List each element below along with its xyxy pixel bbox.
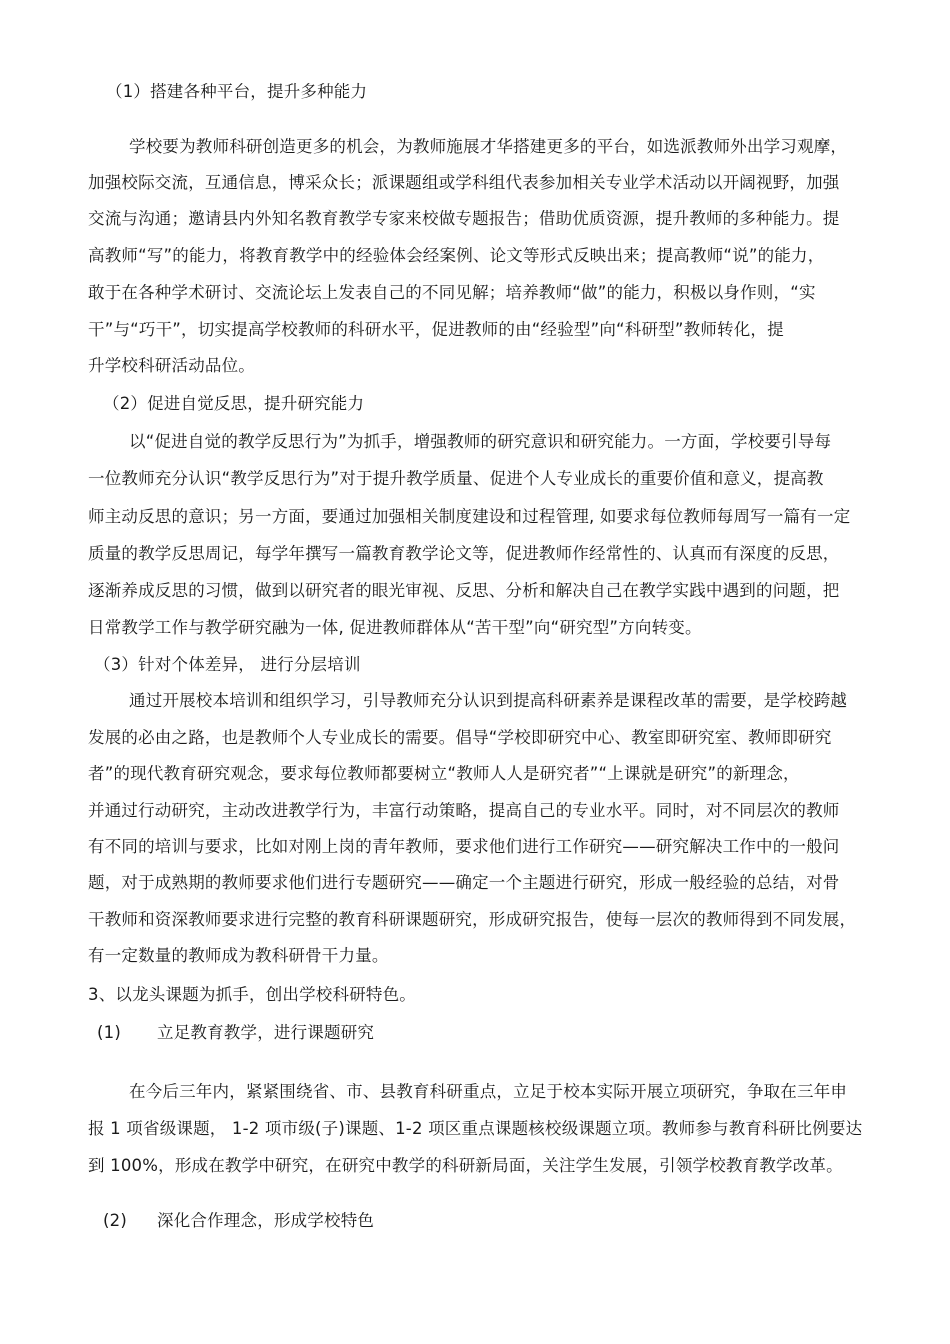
paragraph-line: 质量的教学反思周记，每学年撰写一篇教育教学论文等，促进教师作经常性的、认真而有深度的反思， bbox=[88, 544, 840, 563]
paragraph-line: 有不同的培训与要求，比如对刚上岗的青年教师，要求他们进行工作研究——研究解决工作中的一般问 bbox=[88, 837, 840, 856]
paragraph-line: 学校要为教师科研创造更多的机会，为教师施展才华搭建更多的平台，如选派教师外出学习观摩， bbox=[129, 137, 848, 156]
paragraph-line: 干教师和资深教师要求进行完整的教育科研课题研究，形成研究报告，使每一层次的教师得到不同发展， bbox=[88, 910, 857, 929]
paragraph-line: 高教师“写”的能力，将教育教学中的经验体会经案例、论文等形式反映出来；提高教师“说”的能力， bbox=[88, 246, 825, 265]
paragraph-line: 加强校际交流，互通信息，博采众长；派课题组或学科组代表参加相关专业学术活动以开阔视野，加强 bbox=[88, 173, 840, 192]
paragraph-line: 师主动反思的意识；另一方面，要通过加强相关制度建设和过程管理, 如要求每位教师每周写一篇有一定 bbox=[88, 507, 851, 526]
paragraph-line: 在今后三年内，紧紧围绕省、市、县教育科研重点，立足于校本实际开展立项研究，争取在三年申 bbox=[129, 1082, 848, 1101]
paragraph-line: 交流与沟通；邀请县内外知名教育教学专家来校做专题报告；借助优质资源，提升教师的多种能力。提 bbox=[88, 209, 840, 228]
paragraph-line: 并通过行动研究，主动改进教学行为，丰富行动策略，提高自己的专业水平。同时，对不同层次的教师 bbox=[88, 801, 840, 820]
paragraph-line: 升学校科研活动品位。 bbox=[88, 356, 255, 375]
subheading-title: 立足教育教学，进行课题研究 bbox=[157, 1023, 375, 1042]
paragraph-line: 日常教学工作与教学研究融为一体, 促进教师群体从“苦干型”向“研究型”方向转变。 bbox=[88, 618, 702, 637]
paragraph-line: 干”与“巧干”，切实提高学校教师的科研水平，促进教师的由“经验型”向“科研型”教师转化，提 bbox=[88, 320, 784, 339]
paragraph-line: 敢于在各种学术研讨、交流论坛上发表自己的不同见解；培养教师“做”的能力，积极以身作则，“实 bbox=[88, 283, 816, 302]
paragraph-line: 报 1 项省级课题， 1-2 项市级(子)课题、1-2 项区重点课题核校级课题立项。教师参与教育科研比例要达 bbox=[88, 1119, 863, 1138]
subheading-number: (1) bbox=[97, 1023, 121, 1042]
subheading-title: 深化合作理念，形成学校特色 bbox=[157, 1211, 375, 1230]
paragraph-line: 逐渐养成反思的习惯，做到以研究者的眼光审视、反思、分析和解决自己在教学实践中遇到的问题，把 bbox=[88, 581, 840, 600]
section-heading: 3、以龙头课题为抓手，创出学校科研特色。 bbox=[88, 985, 416, 1004]
paragraph-line: 到 100%，形成在教学中研究，在研究中教学的科研新局面，关注学生发展，引领学校教育教学改革。 bbox=[88, 1156, 843, 1175]
paragraph-line: 通过开展校本培训和组织学习，引导教师充分认识到提高科研素养是课程改革的需要，是学校跨越 bbox=[129, 691, 848, 710]
paragraph-line: 一位教师充分认识“教学反思行为”对于提升教学质量、促进个人专业成长的重要价值和意义，提高教 bbox=[88, 469, 824, 488]
paragraph-line: 者”的现代教育研究观念，要求每位教师都要树立“教师人人是研究者”“上课就是研究”的新理念， bbox=[88, 764, 800, 783]
paragraph-line: 题，对于成熟期的教师要求他们进行专题研究——确定一个主题进行研究，形成一般经验的总结，对骨 bbox=[88, 873, 840, 892]
subheading-1: （1）搭建各种平台，提升多种能力 bbox=[106, 82, 368, 101]
paragraph-line: 以“促进自觉的教学反思行为”为抓手，增强教师的研究意识和研究能力。一方面，学校要引导每 bbox=[129, 432, 832, 451]
subheading-number: (2) bbox=[103, 1211, 127, 1230]
paragraph-line: 有一定数量的教师成为教科研骨干力量。 bbox=[88, 946, 389, 965]
subheading-3: （3）针对个体差异， 进行分层培训 bbox=[94, 655, 361, 674]
paragraph-line: 发展的必由之路，也是教师个人专业成长的需要。倡导“学校即研究中心、教室即研究室、教师即研究 bbox=[88, 728, 832, 747]
subheading-2: （2）促进自觉反思，提升研究能力 bbox=[103, 394, 365, 413]
